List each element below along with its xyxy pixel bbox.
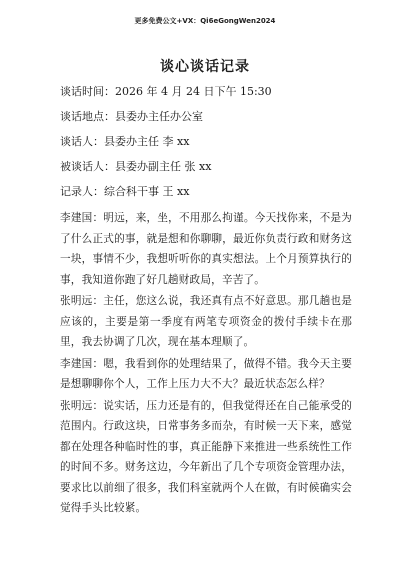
field-interviewer: 谈话人：县委办主任 李 xx xyxy=(60,135,190,148)
field-interviewee: 被谈话人：县委办副主任 张 xx xyxy=(60,160,212,173)
dialogue-paragraph: 张明远：主任，您这么说，我还真有点不好意思。那几趟也是应该的，主要是第一季度有两笔专项资金的拨付手续卡在那里，我去协调了几次，现在基本理顺了。 xyxy=(60,295,352,348)
conversation-body xyxy=(60,208,352,520)
document-title: 谈心谈话记录 xyxy=(160,59,250,75)
field-time: 谈话时间：2026 年 4 月 24 日下午 15:30 xyxy=(60,85,272,98)
dialogue-paragraph: 李建国：明远，来，坐，不用那么拘谨。今天找你来，不是为了什么正式的事，就是想和你聊聊，最近你负责行政和财务这一块，事情不少，我想听听你的真实想法。上个月预算执行的事，我知道你跑了好几趟财政局，辛苦了。 xyxy=(60,212,352,286)
watermark-text: 更多免费公文+VX：Qi6eGongWen2024 xyxy=(134,17,276,25)
field-location: 谈话地点：县委办主任办公室 xyxy=(60,110,203,123)
meeting-info xyxy=(60,79,352,204)
dialogue-paragraph: 李建国：嗯，我看到你的处理结果了，做得不错。我今天主要是想聊聊你个人，工作上压力大不大？最近状态怎么样？ xyxy=(60,357,352,390)
field-recorder: 记录人：综合科干事 王 xx xyxy=(60,185,190,198)
dialogue-paragraph: 张明远：说实话，压力还是有的，但我觉得还在自己能承受的范围内。行政这块，日常事务多而杂，有时候一天下来，感觉都在处理各种临时性的事，真正能静下来推进一些系统性工作的时间不多。财务这边，今年新出了几个专项资金管理办法，要求比以前细了很多，我们科室就两个人在做，有时候确实会觉得手头比较紧。 xyxy=(60,399,352,514)
